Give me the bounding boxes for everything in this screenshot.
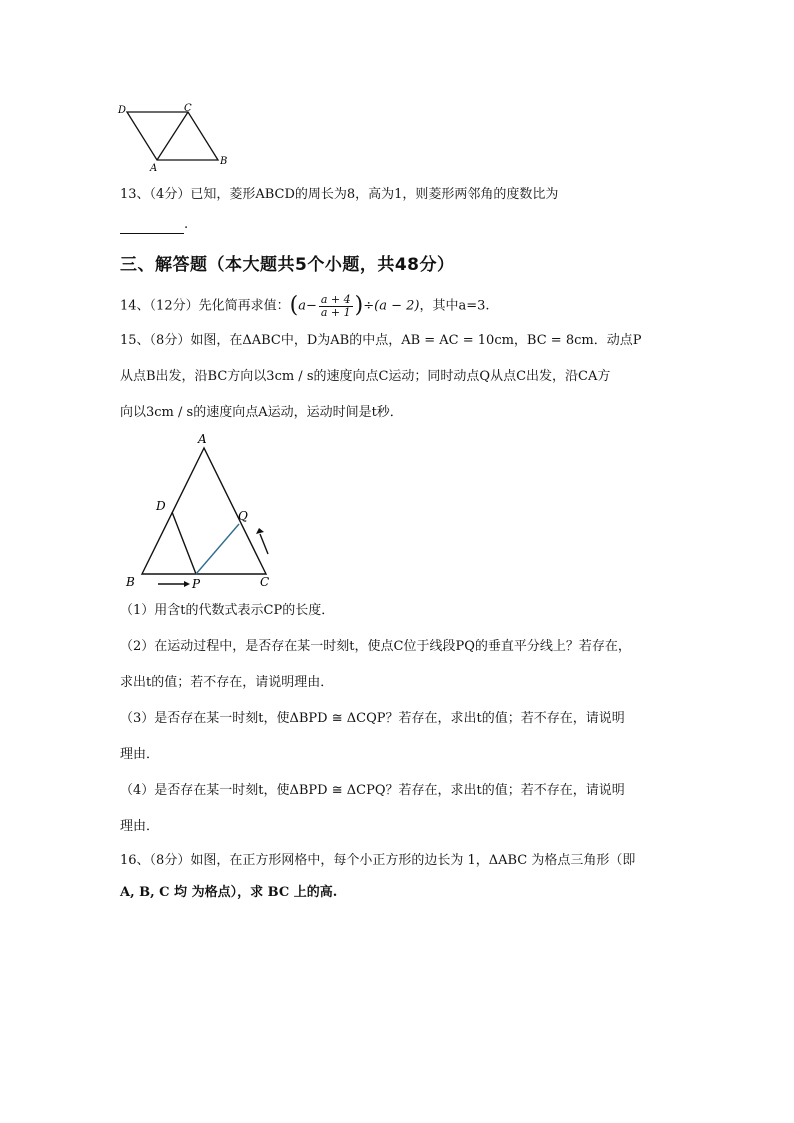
q14-suffix: ，其中a=3. (419, 298, 490, 314)
q15-sub-4-line-2: 理由． (120, 819, 160, 834)
label-A: A (198, 432, 207, 446)
label-B: B (126, 575, 135, 589)
q16-line-1: 16、（8分）如图，在正方形网格中，每个小正方形的边长为 1，ΔABC 为格点三角形（即 (120, 853, 636, 868)
q15-line-2: 从点B出发，沿BC方向以3cm / s的速度向点C运动；同时动点Q从点C出发，沿CA方 (120, 369, 611, 384)
q15-sub-1: （1）用含t的代数式表示CP的长度． (120, 603, 335, 618)
q14-div: ÷ (363, 298, 375, 314)
label-P: P (192, 577, 201, 591)
segment-dp (172, 512, 196, 574)
label-A: A (150, 163, 158, 174)
q15-line-3: 向以3cm / s的速度向点A运动，运动时间是t秒． (120, 405, 403, 420)
q13-number: 13、 (120, 187, 150, 202)
arrow-cq (260, 534, 268, 554)
q14-minus: − (305, 298, 317, 314)
question-13 (120, 186, 558, 204)
label-B: B (220, 156, 228, 167)
q14-frac-den: a + 1 (320, 305, 351, 319)
q13-end: . (184, 217, 189, 232)
q14-expr-a: a (298, 298, 306, 314)
q15-sub-3-line-1: （3）是否存在某一时刻t，使ΔBPD ≅ ΔCQP？若存在，求出t的值；若不存在，请说明 (120, 711, 625, 726)
q14-number: 14、 (120, 298, 150, 314)
label-C: C (184, 103, 192, 114)
label-D: D (156, 499, 166, 513)
rhombus-figure (112, 100, 242, 176)
q14-prefix: 先化简再求值： (198, 298, 290, 314)
q15-sub-2-line-2: 求出t的值；若不存在，请说明理由． (120, 675, 334, 690)
question-14: 14、（12分）先化简再求值：(a− $\frac{a + 4}{a + 1}$ )÷(a − 2)，其中a=3. (120, 292, 490, 319)
section-title: 三、解答题（本大题共5个小题，共48分） (120, 255, 455, 275)
q15-line-1: 15、（8分）如图，在ΔABC中，D为AB的中点，AB = AC = 10cm，BC = 8cm．动点P (120, 333, 642, 348)
label-D: D (118, 105, 127, 116)
q15-sub-2-line-1: （2）在运动过程中，是否存在某一时刻t，使点C位于线段PQ的垂直平分线上？若存在， (120, 639, 631, 654)
label-C: C (260, 575, 270, 589)
q13-score: （4分） (149, 187, 191, 202)
triangle-figure (118, 428, 288, 594)
q14-score: （12分） (149, 298, 199, 314)
arrow-bp-head (184, 581, 190, 587)
label-Q: Q (238, 509, 248, 523)
q13-answer-line (120, 216, 188, 234)
q16-line-2: A, B, C 均 为格点），求 BC 上的高. (120, 885, 338, 900)
q13-blank[interactable] (120, 221, 184, 234)
q14-expr-right: (a − 2) (374, 298, 420, 314)
q13-text: 已知，菱形ABCD的周长为8，高为1，则菱形两邻角的度数比为 (190, 187, 559, 202)
arrow-cq-head (256, 528, 264, 534)
q15-sub-4-line-1: （4）是否存在某一时刻t，使ΔBPD ≅ ΔCPQ？若存在，求出t的值；若不存在，请说明 (120, 783, 625, 798)
q14-fraction (319, 294, 353, 319)
q14-frac-num: a + 4 (320, 292, 351, 306)
segment-pq (196, 524, 239, 574)
rhombus-diagonal (157, 112, 188, 160)
q15-sub-3-line-2: 理由． (120, 747, 160, 762)
